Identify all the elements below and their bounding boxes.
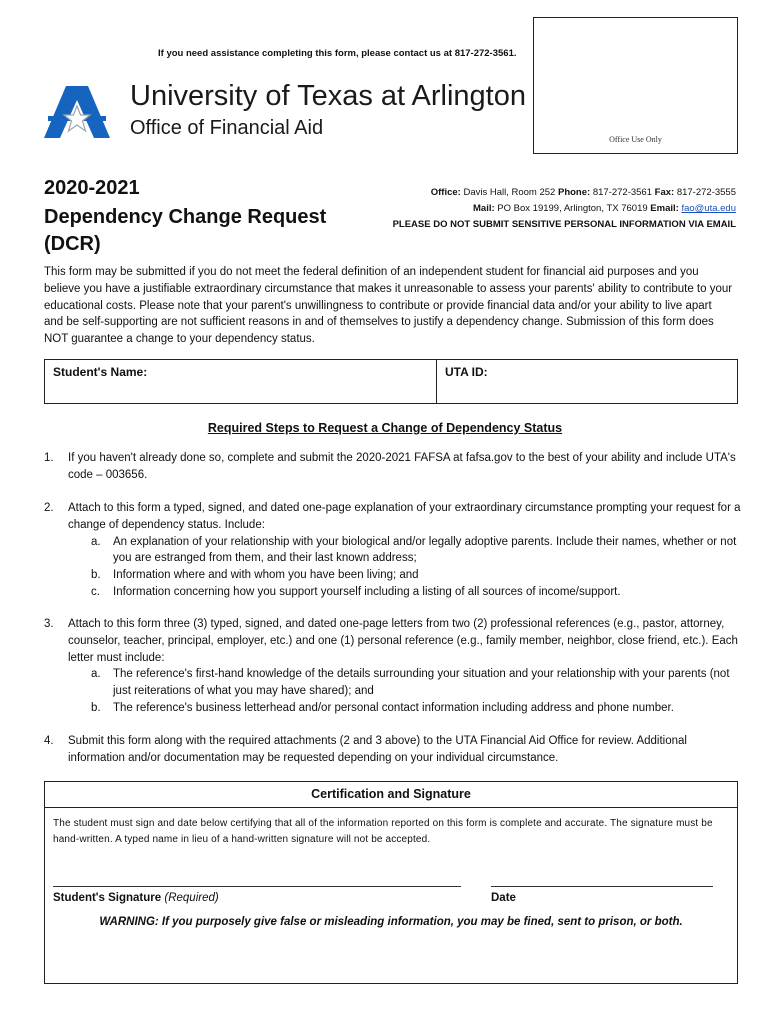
office-label: Office:: [430, 187, 461, 198]
student-info-box: [44, 359, 738, 404]
certification-text: The student must sign and date below certifying that all of the information reported on this form is complete and accurate. The signature must be hand-written. A typed name in lieu of a hand-written signature will not be accepted.: [53, 818, 713, 845]
step-item: [44, 500, 744, 601]
date-label: Date: [491, 892, 516, 904]
step-text: Attach to this form a typed, signed, and dated one-page explanation of your extraordinary circumstance prompting your request for a change of dependency status. Include:: [68, 502, 741, 531]
university-name: University of Texas at Arlington: [130, 80, 526, 112]
sub-text: An explanation of your relationship with your biological and/or legally adoptive parents. Include their names, whether or not you are estranged from them, and their last known address;: [113, 535, 737, 565]
step-item: [44, 450, 744, 484]
form-year: 2020-2021: [44, 177, 140, 199]
office-use-label: Office Use Only: [609, 135, 662, 144]
sub-text: The reference's first-hand knowledge of the details surrounding your situation and your relationship with your parents (not just reiterations of what you may have shared); and: [113, 668, 730, 698]
step-text: Attach to this form three (3) typed, signed, and dated one-page letters from two (2) professional references (e.g., pastor, attorney, counselor, teacher, principal, employer, etc.) and one (1) personal reference (e.g., family member, neighbor, close friend, etc.). Each letter must include:: [68, 618, 738, 664]
sub-item: [68, 534, 744, 568]
sub-letter: a.: [91, 535, 101, 548]
step-text: If you haven't already done so, complete and submit the 2020-2021 FAFSA at fafsa.gov to the best of your ability and include UTA's code – 003656.: [68, 452, 736, 481]
step-text: Submit this form along with the required attachments (2 and 3 above) to the UTA Financial Aid Office for review. Additional information and/or documentation may be requested depending on your individual circumstance.: [68, 735, 687, 764]
sub-letter: b.: [91, 701, 101, 714]
sub-letter: c.: [91, 585, 100, 598]
email-link[interactable]: fao@uta.edu: [681, 203, 736, 214]
sub-item: [68, 700, 744, 717]
contact-line-mail: [393, 201, 736, 217]
sub-letter: b.: [91, 569, 101, 582]
mail-value: PO Box 19199, Arlington, TX 76019: [497, 203, 648, 214]
signature-label: Student's Signature (Required): [53, 892, 219, 904]
step-number: 4.: [44, 735, 54, 747]
sub-item: [68, 584, 744, 601]
sub-letter: a.: [91, 668, 101, 681]
email-label: Email:: [650, 203, 679, 214]
date-line[interactable]: [491, 886, 713, 887]
uta-logo: [44, 86, 110, 138]
contact-info: [393, 185, 736, 233]
legal-warning: WARNING: If you purposely give false or misleading information, you may be fined, sent to prison, or both.: [99, 916, 683, 928]
assistance-note: If you need assistance completing this form, please contact us at 817-272-3561.: [158, 48, 517, 59]
signature-line[interactable]: [53, 886, 461, 887]
office-value: Davis Hall, Room 252: [463, 187, 556, 198]
sub-text: The reference's business letterhead and/or personal contact information including address and phone number.: [113, 701, 674, 714]
form-title: Dependency Change Request (DCR): [44, 206, 327, 255]
sub-text: Information where and with whom you have been living; and: [113, 569, 419, 582]
mail-label: Mail:: [473, 203, 495, 214]
office-use-box: [533, 17, 738, 154]
step-number: 1.: [44, 452, 54, 464]
office-name: Office of Financial Aid: [130, 117, 324, 139]
signature-required-note: (Required): [164, 892, 219, 904]
uta-id-label: UTA ID:: [445, 365, 488, 379]
fax-label: Fax:: [654, 187, 675, 198]
certification-box: [44, 781, 738, 984]
step-number: 3.: [44, 618, 54, 630]
field-divider: [436, 360, 437, 403]
intro-paragraph: This form may be submitted if you do not meet the federal definition of an independent student for financial aid purposes and you believe you have a justifiable extraordinary circumstance that makes it unreasonable to assess your parents' ability to contribute to your educational costs. Please note that your parent's unwillingness to contribute or provide financial data and/or your ability to live apart and be self-supporting are not sufficient reasons in and of themselves to justify a dependency change. Submission of this form does NOT guarantee a change to your dependency status.: [44, 266, 733, 346]
steps-heading: Required Steps to Request a Change of Dependency Status: [207, 421, 563, 435]
sensitive-info-warning: PLEASE DO NOT SUBMIT SENSITIVE PERSONAL INFORMATION VIA EMAIL: [392, 219, 736, 230]
certification-heading: Certification and Signature: [45, 782, 737, 808]
sub-item: [68, 567, 744, 584]
step-number: 2.: [44, 502, 54, 514]
student-name-label: Student's Name:: [53, 365, 148, 379]
step-item: [44, 733, 744, 767]
fax-value: 817-272-3555: [676, 187, 736, 198]
phone-value: 817-272-3561: [592, 187, 652, 198]
sub-text: Information concerning how you support yourself including a listing of all sources of income/support.: [113, 585, 621, 598]
contact-line-office: [393, 185, 736, 201]
step-item: [44, 616, 744, 717]
phone-label: Phone:: [557, 187, 591, 198]
sub-item: [68, 666, 744, 700]
